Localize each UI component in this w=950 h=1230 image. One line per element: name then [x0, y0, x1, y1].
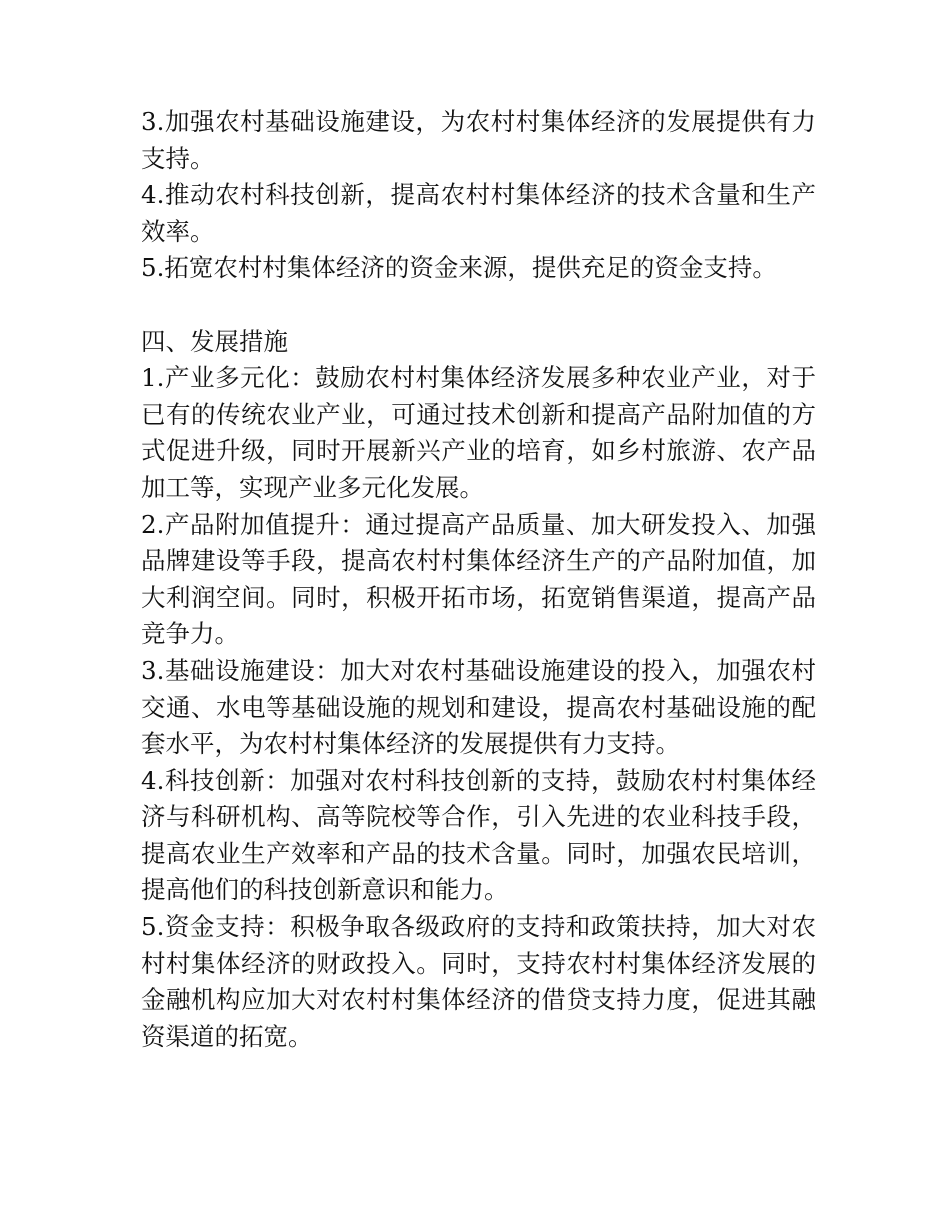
paragraph-gap — [141, 287, 816, 324]
measure-item-4: 4.科技创新：加强对农村科技创新的支持，鼓励农村村集体经济与科研机构、高等院校等合作，引入先进的农业科技手段，提高农业生产效率和产品的技术含量。同时，加强农民培训，提高他们的科技创新意识和能力。 — [141, 765, 816, 905]
measure-item-2: 2.产品附加值提升：通过提高产品质量、加大研发投入、加强品牌建设等手段，提高农村村集体经济生产的产品附加值，加大利润空间。同时，积极开拓市场，拓宽销售渠道，提高产品竞争力。 — [141, 509, 816, 649]
measure-item-3: 3.基础设施建设：加大对农村基础设施建设的投入，加强农村交通、水电等基础设施的规划和建设，提高农村基础设施的配套水平，为农村村集体经济的发展提供有力支持。 — [141, 655, 816, 759]
prev-item-5: 5.拓宽农村村集体经济的资金来源，提供充足的资金支持。 — [141, 253, 777, 283]
document-page — [141, 104, 816, 1055]
measure-item-1: 1.产业多元化：鼓励农村村集体经济发展多种农业产业，对于已有的传统农业产业，可通过技术创新和提高产品附加值的方式促进升级，同时开展新兴产业的培育，如乡村旅游、农产品加工等，实现产业多元化发展。 — [141, 363, 816, 502]
prev-item-3: 3.加强农村基础设施建设，为农村村集体经济的发展提供有力支持。 — [141, 107, 816, 173]
measure-item-5: 5.资金支持：积极争取各级政府的支持和政策扶持，加大对农村村集体经济的财政投入。同时，支持农村村集体经济发展的金融机构应加大对农村村集体经济的借贷支持力度，促进其融资渠道的拓宽。 — [141, 912, 816, 1051]
prev-item-4: 4.推动农村科技创新，提高农村村集体经济的技术含量和生产效率。 — [141, 180, 816, 246]
section-heading: 四、发展措施 — [141, 326, 288, 356]
